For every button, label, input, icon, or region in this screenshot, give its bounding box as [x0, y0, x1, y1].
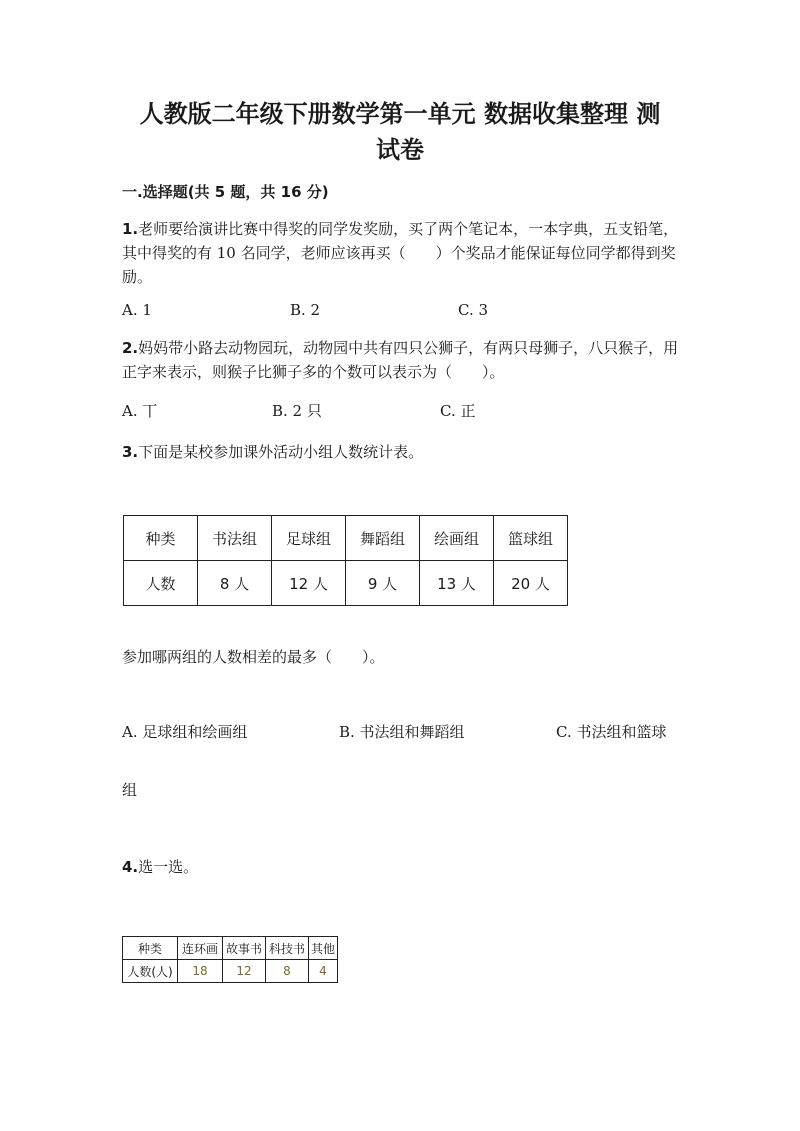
page-title: [100, 96, 700, 168]
option-c[interactable]: C. 3: [458, 301, 489, 319]
question-1: [122, 217, 682, 289]
option-a[interactable]: A. 丅: [122, 402, 158, 420]
title-line-2: 试卷: [376, 136, 424, 164]
option-b[interactable]: B. 2 只: [272, 402, 322, 420]
table-cell: 书法组: [198, 516, 272, 561]
table-cell: 8: [266, 960, 309, 983]
question-number: 4.: [122, 858, 139, 876]
table-cell: 其他: [309, 937, 338, 960]
question-3: [122, 440, 682, 464]
table-header-row: [124, 516, 568, 561]
option-c[interactable]: C. 正: [440, 402, 476, 420]
question-text: 选一选。: [138, 858, 199, 876]
table-cell: 9 人: [346, 561, 420, 606]
table-cell: 人数(人): [123, 960, 178, 983]
question-4: [122, 855, 682, 879]
table-cell: 绘画组: [420, 516, 494, 561]
question-2: [122, 336, 682, 384]
table-cell: 种类: [123, 937, 178, 960]
title-line-1: 人教版二年级下册数学第一单元 数据收集整理 测: [139, 100, 661, 128]
option-c-wrap: 组: [122, 781, 138, 799]
activity-group-table: [123, 515, 568, 606]
table-cell: 故事书: [223, 937, 266, 960]
book-type-table: [122, 936, 338, 983]
table-cell: 12: [223, 960, 266, 983]
question-number: 1.: [122, 220, 139, 238]
section-heading: 一.选择题(共 5 题，共 16 分): [122, 183, 329, 201]
option-c[interactable]: C. 书法组和篮球: [556, 723, 667, 741]
question-text: 老师要给演讲比赛中得奖的同学发奖励，买了两个笔记本，一本字典，五支铅笔，其中得奖的有 10 名同学，老师应该再买（ ）个奖品才能保证每位同学都得到奖励。: [122, 220, 679, 286]
table-cell: 18: [178, 960, 223, 983]
table-header-row: [123, 937, 338, 960]
question-text: 妈妈带小路去动物园玩，动物园中共有四只公狮子，有两只母狮子，八只猴子，用正字来表示，则猴子比狮子多的个数可以表示为（ ）。: [122, 339, 679, 381]
table-cell: 种类: [124, 516, 198, 561]
table-cell: 13 人: [420, 561, 494, 606]
option-b[interactable]: B. 2: [290, 301, 321, 319]
table-cell: 20 人: [494, 561, 568, 606]
table-cell: 舞蹈组: [346, 516, 420, 561]
table-cell: 12 人: [272, 561, 346, 606]
table-cell: 足球组: [272, 516, 346, 561]
table-cell: 8 人: [198, 561, 272, 606]
option-b[interactable]: B. 书法组和舞蹈组: [339, 723, 465, 741]
question-text: 下面是某校参加课外活动小组人数统计表。: [138, 443, 424, 461]
question-3-followup: 参加哪两组的人数相差的最多（ ）。: [122, 648, 385, 666]
table-cell: 科技书: [266, 937, 309, 960]
option-a[interactable]: A. 1: [122, 301, 152, 319]
table-cell: 人数: [124, 561, 198, 606]
table-cell: 连环画: [178, 937, 223, 960]
table-row: [123, 960, 338, 983]
question-number: 3.: [122, 443, 139, 461]
table-cell: 篮球组: [494, 516, 568, 561]
question-number: 2.: [122, 339, 139, 357]
option-a[interactable]: A. 足球组和绘画组: [122, 723, 248, 741]
table-row: [124, 561, 568, 606]
table-cell: 4: [309, 960, 338, 983]
